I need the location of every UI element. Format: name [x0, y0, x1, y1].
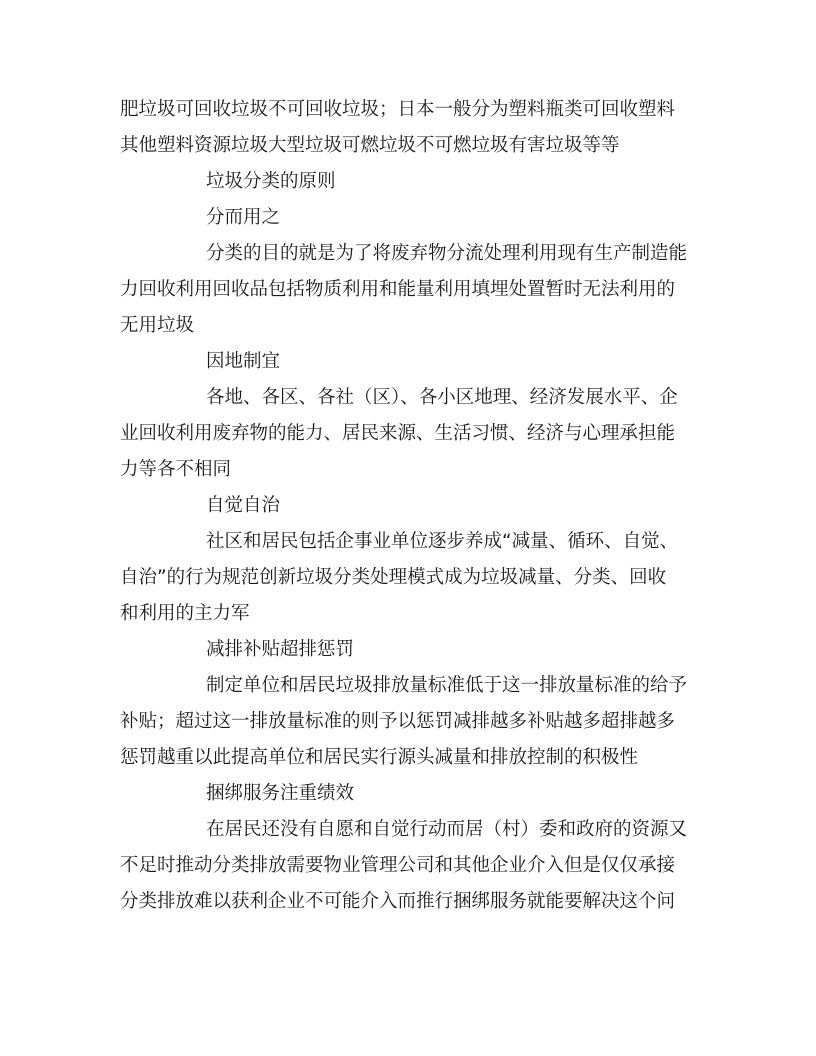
text-line: 在居民还没有自愿和自觉行动而居（村）委和政府的资源又 — [206, 819, 688, 840]
section-heading: 捆绑服务注重绩效 — [206, 783, 355, 804]
text-line: 自治”的行为规范创新垃圾分类处理模式成为垃圾减量、分类、回收 — [120, 567, 667, 588]
section-heading: 分而用之 — [206, 207, 281, 228]
text-line: 补贴；超过这一排放量标准的则予以惩罚减排越多补贴越多超排越多 — [120, 711, 676, 732]
text-line: 惩罚越重以此提高单位和居民实行源头减量和排放控制的积极性 — [120, 747, 639, 768]
text-line: 不足时推动分类排放需要物业管理公司和其他企业介入但是仅仅承接 — [120, 855, 676, 876]
text-line: 业回收利用废弃物的能力、居民来源、生活习惯、经济与心理承担能 — [120, 423, 676, 444]
text-line: 社区和居民包括企事业单位逐步养成“减量、循环、自觉、 — [206, 531, 679, 552]
text-line: 肥垃圾可回收垃圾不可回收垃圾；日本一般分为塑料瓶类可回收塑料 — [120, 99, 676, 120]
text-line: 分类的目的就是为了将废弃物分流处理利用现有生产制造能 — [206, 243, 688, 264]
section-heading: 减排补贴超排惩罚 — [206, 639, 355, 660]
section-heading: 因地制宜 — [206, 351, 281, 372]
text-line: 和利用的主力军 — [120, 603, 250, 624]
section-heading: 垃圾分类的原则 — [206, 171, 336, 192]
text-line: 制定单位和居民垃圾排放量标准低于这一排放量标准的给予 — [206, 675, 688, 696]
text-line: 力回收利用回收品包括物质利用和能量利用填埋处置暂时无法利用的 — [120, 279, 676, 300]
text-line: 其他塑料资源垃圾大型垃圾可燃垃圾不可燃垃圾有害垃圾等等 — [120, 135, 620, 156]
text-line: 分类排放难以获利企业不可能介入而推行捆绑服务就能要解决这个问 — [120, 891, 676, 912]
section-heading: 自觉自治 — [206, 495, 281, 516]
document-body — [120, 92, 696, 920]
text-line: 各地、各区、各社（区）、各小区地理、经济发展水平、企 — [206, 387, 678, 408]
text-line: 无用垃圾 — [120, 315, 195, 336]
text-line: 力等各不相同 — [120, 459, 232, 480]
